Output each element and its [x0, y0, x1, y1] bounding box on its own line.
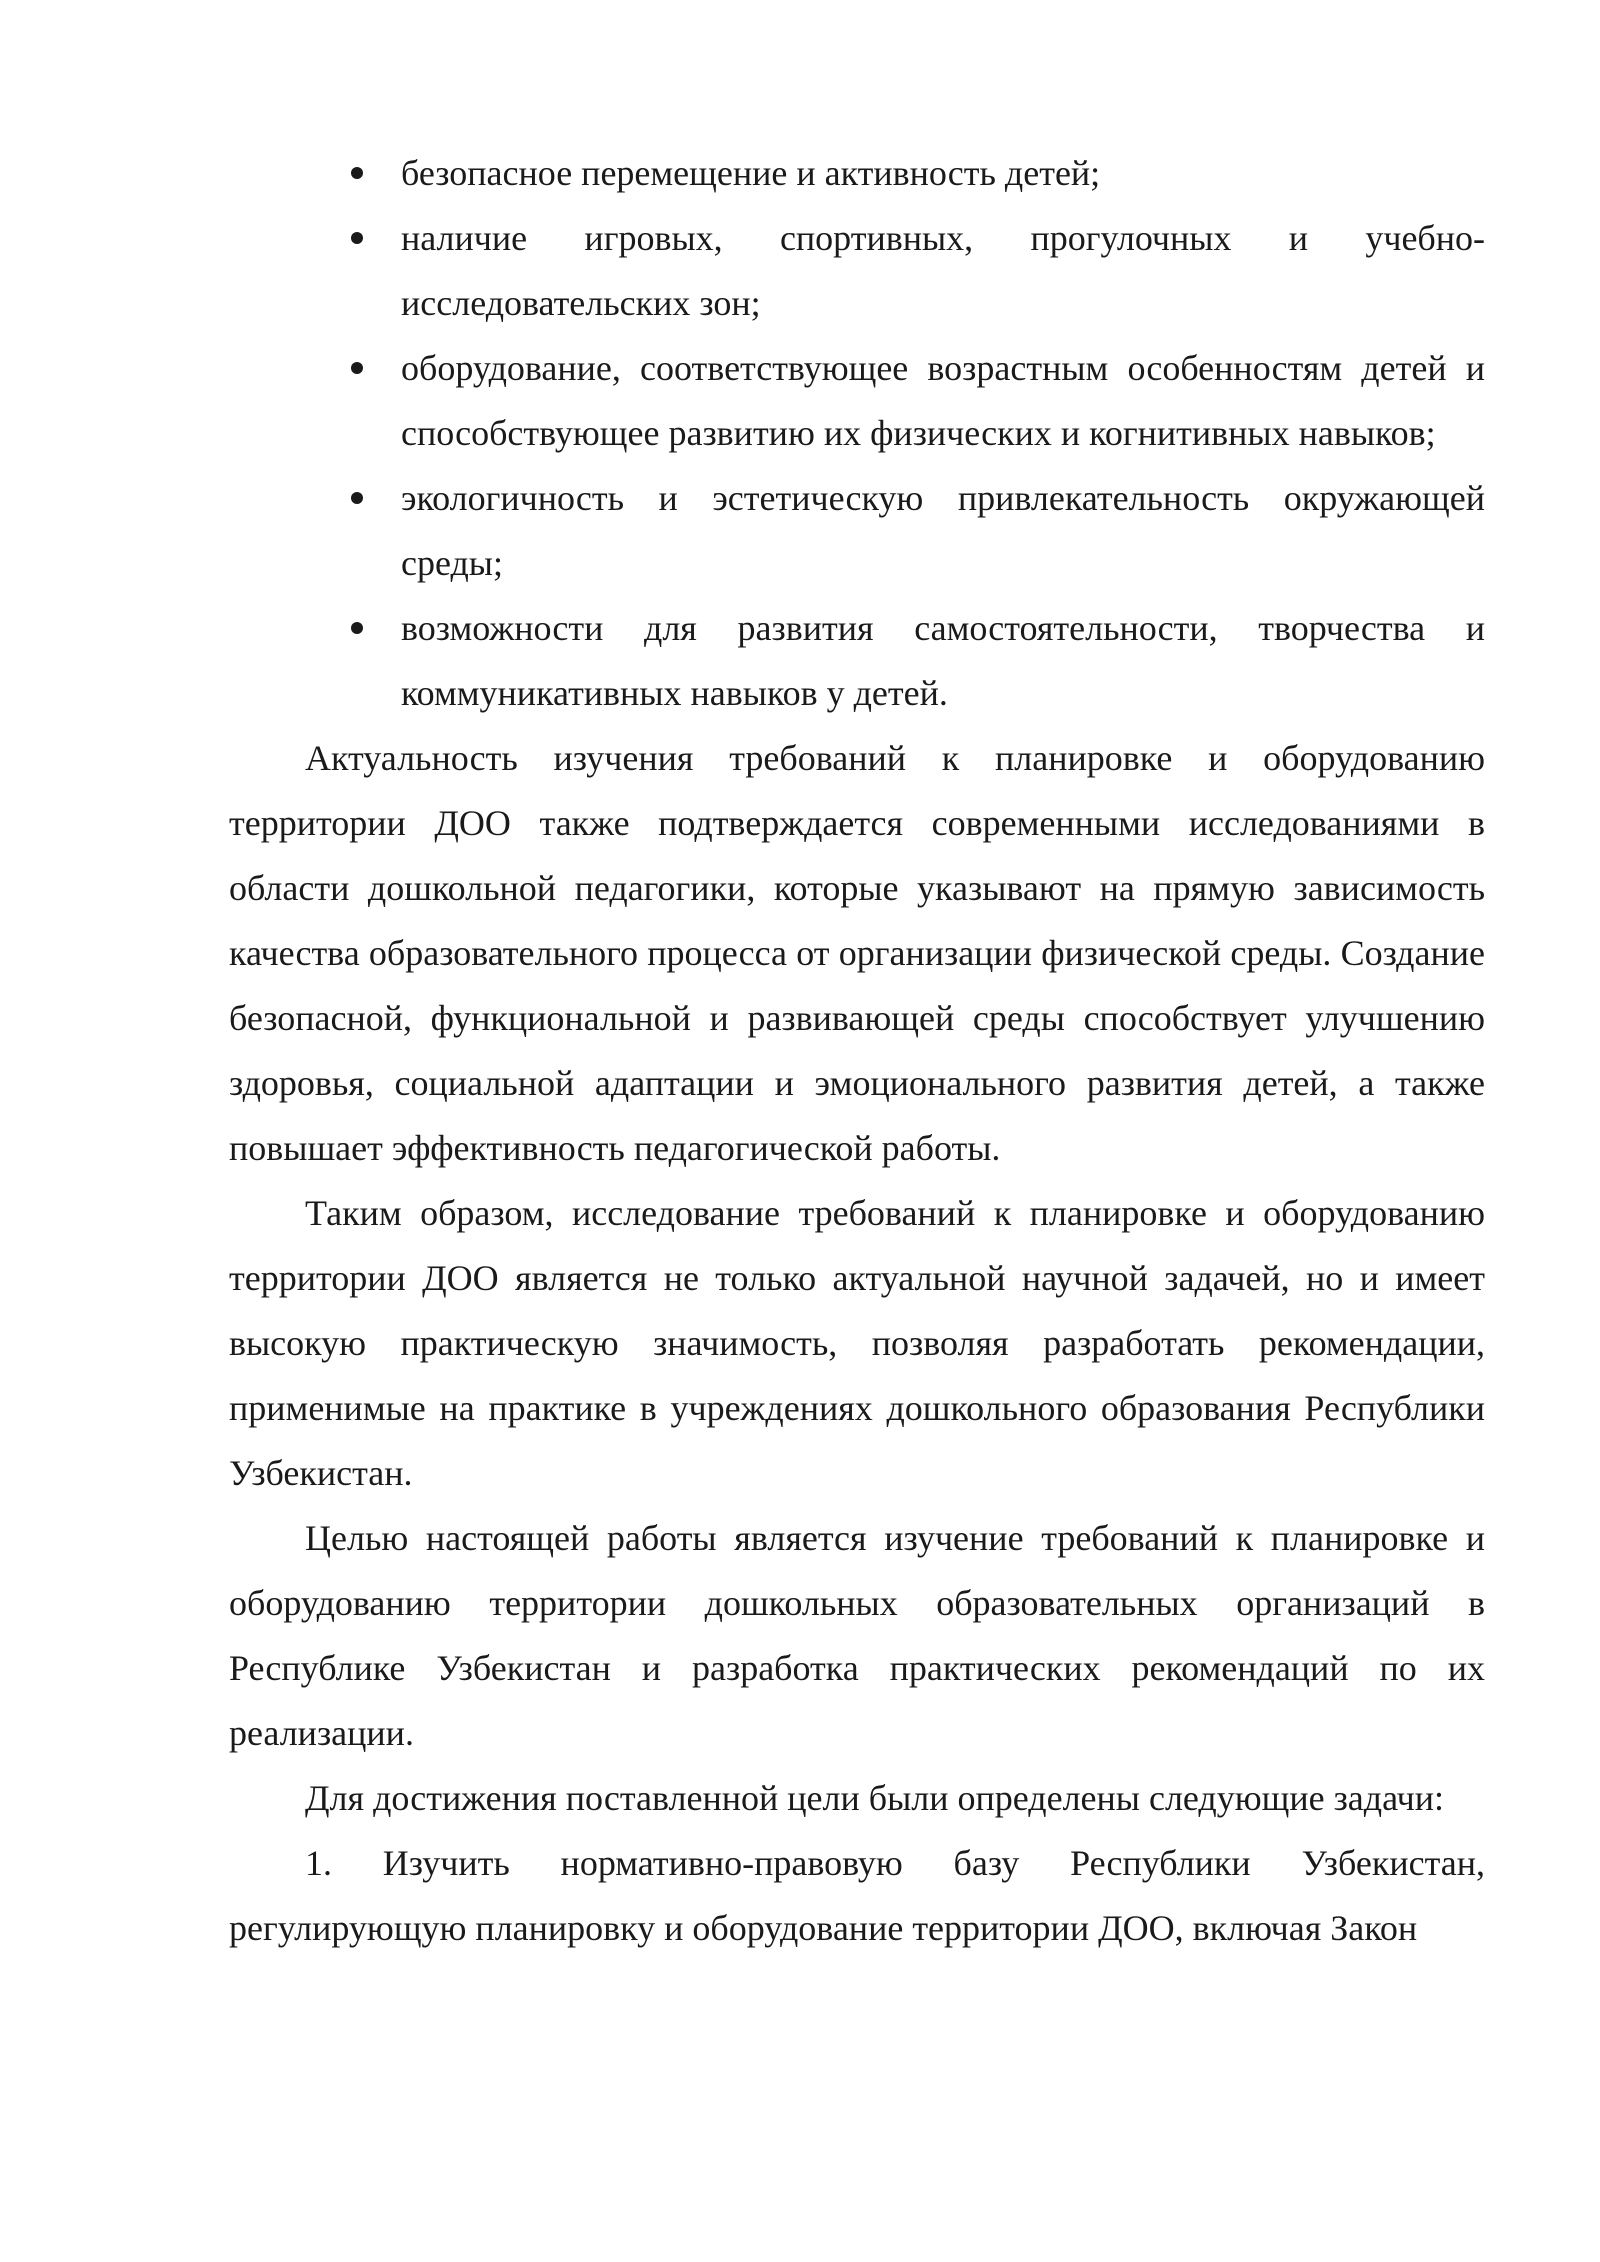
bullet-text: наличие игровых, спортивных, прогулочных и учебно-исследовательских зон;	[401, 218, 1485, 323]
bullet-text: безопасное перемещение и активность детей;	[401, 153, 1101, 193]
bullet-dot-icon	[351, 362, 363, 374]
bullet-text: возможности для развития самостоятельности, творчества и коммуникативных навыков у детей.	[401, 608, 1485, 713]
bullet-dot-icon	[351, 232, 363, 244]
document-page	[229, 141, 1485, 1961]
bullet-text: экологичность и эстетическую привлекательность окружающей среды;	[401, 478, 1485, 583]
tasks-intro-paragraph: Для достижения поставленной цели были определены следующие задачи:	[305, 1778, 1445, 1818]
bullet-dot-icon	[351, 622, 363, 634]
requirements-bullet-list	[229, 141, 1485, 726]
bullet-item	[229, 141, 1485, 206]
bullet-text: оборудование, соответствующее возрастным особенностям детей и способствующее развитию их физических и когнитивных навыков;	[401, 348, 1485, 453]
goal-paragraph: Целью настоящей работы является изучение требований к планировке и оборудованию территории дошкольных образовательных организаций в Республике Узбекистан и разработка практических рекомендаций по их реализации.	[229, 1518, 1485, 1753]
bullet-item	[229, 206, 1485, 336]
bullet-dot-icon	[351, 492, 363, 504]
bullet-dot-icon	[351, 167, 363, 179]
bullet-item	[229, 336, 1485, 466]
bullet-item	[229, 466, 1485, 596]
task-item: 1. Изучить нормативно-правовую базу Республики Узбекистан, регулирующую планировку и оборудование территории ДОО, включая Закон	[229, 1843, 1485, 1948]
conclusion-paragraph: Таким образом, исследование требований к планировке и оборудованию территории ДОО является не только актуальной научной задачей, но и имеет высокую практическую значимость, позволяя разработать рекомендации, применимые на практике в учреждениях дошкольного образования Республики Узбекистан.	[229, 1193, 1485, 1493]
relevance-paragraph: Актуальность изучения требований к планировке и оборудованию территории ДОО также подтверждается современными исследованиями в области дошкольной педагогики, которые указывают на прямую зависимость качества образовательного процесса от организации физической среды. Создание безопасной, функциональной и развивающей среды способствует улучшению здоровья, социальной адаптации и эмоционального развития детей, а также повышает эффективность педагогической работы.	[229, 738, 1485, 1168]
bullet-item	[229, 596, 1485, 726]
